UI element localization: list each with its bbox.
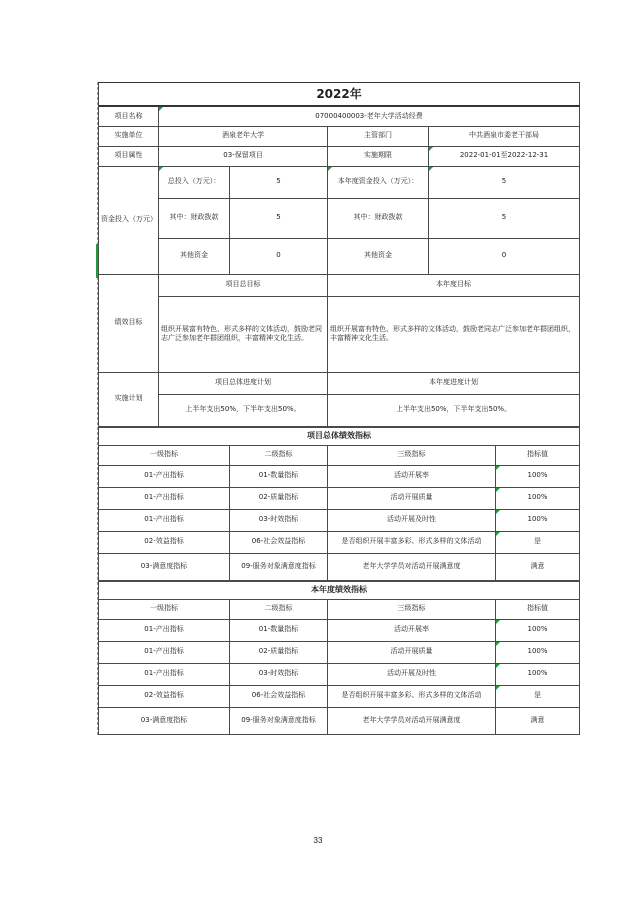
period-label: 实施期限: [328, 146, 429, 166]
project-name-label: 项目名称: [99, 106, 159, 126]
value-cell: 100%: [496, 619, 580, 641]
value-cell: 100%: [496, 663, 580, 685]
attr-value: 03-保留项目: [159, 146, 328, 166]
level2-cell: 02-质量指标: [230, 641, 328, 663]
funds-other-value-2: 0: [429, 238, 580, 274]
level3-cell: 是否组织开展丰富多彩、形式多样的文体活动: [328, 531, 496, 553]
goals-label: 绩效目标: [99, 274, 159, 372]
overall-section-title: 项目总体绩效指标: [99, 427, 580, 445]
period-value: 2022-01-01至2022-12-31: [429, 146, 580, 166]
performance-sheet: [97, 82, 580, 735]
level1-cell: 01-产出指标: [99, 465, 230, 487]
level2-cell: 06-社会效益指标: [230, 531, 328, 553]
funds-fiscal-label-2: 其中：财政拨款: [328, 198, 429, 238]
level2-cell: 09-服务对象满意度指标: [230, 553, 328, 580]
header-value: 指标值: [496, 599, 580, 619]
table-row: [99, 509, 580, 531]
dept-value: 中共酒泉市委老干部局: [429, 126, 580, 146]
impl-unit-value: 酒泉老年大学: [159, 126, 328, 146]
table-row: [99, 663, 580, 685]
overall-indicators-table: [98, 427, 580, 581]
level1-cell: 01-产出指标: [99, 487, 230, 509]
year-title: 2022年: [99, 83, 580, 107]
plan-year-header: 本年度进度计划: [328, 372, 580, 394]
impl-unit-label: 实施单位: [99, 126, 159, 146]
goals-year-header: 本年度目标: [328, 274, 580, 296]
header-level3: 三级指标: [328, 445, 496, 465]
plan-total-header: 项目总体进度计划: [159, 372, 328, 394]
level3-cell: 活动开展率: [328, 619, 496, 641]
level2-cell: 06-社会效益指标: [230, 685, 328, 707]
project-name-value: 07000400003-老年大学活动经费: [159, 106, 580, 126]
table-row: [99, 707, 580, 734]
value-cell: 满意: [496, 553, 580, 580]
funds-total-label: 总投入（万元）：: [159, 166, 230, 198]
funds-fiscal-label: 其中：财政拨款: [159, 198, 230, 238]
goals-year-text: 组织开展富有特色、形式多样的文体活动，鼓励老同志广泛参加老年群团组织，丰富精神文化生活。: [328, 296, 580, 372]
funds-other-label: 其他资金: [159, 238, 230, 274]
header-value: 指标值: [496, 445, 580, 465]
dept-label: 主管部门: [328, 126, 429, 146]
header-level2: 二级指标: [230, 599, 328, 619]
value-cell: 100%: [496, 487, 580, 509]
level3-cell: 活动开展质量: [328, 641, 496, 663]
selection-marker: [96, 244, 98, 278]
goals-total-text: 组织开展富有特色、形式多样的文体活动，鼓励老同志广泛参加老年群团组织，丰富精神文化生活。: [159, 296, 328, 372]
funds-fiscal-value-2: 5: [429, 198, 580, 238]
level1-cell: 02-效益指标: [99, 685, 230, 707]
funds-other-label-2: 其他资金: [328, 238, 429, 274]
page-number: 33: [313, 836, 323, 845]
header-level1: 一级指标: [99, 599, 230, 619]
level1-cell: 01-产出指标: [99, 509, 230, 531]
level1-cell: 03-满意度指标: [99, 553, 230, 580]
level2-cell: 09-服务对象满意度指标: [230, 707, 328, 734]
table-row: [99, 487, 580, 509]
value-cell: 100%: [496, 641, 580, 663]
table-row: [99, 641, 580, 663]
year-indicators-table: [98, 581, 580, 735]
plan-total-text: 上半年支出50%，下半年支出50%。: [159, 394, 328, 426]
table-row: [99, 465, 580, 487]
table-row: [99, 619, 580, 641]
level1-cell: 01-产出指标: [99, 641, 230, 663]
header-level1: 一级指标: [99, 445, 230, 465]
level3-cell: 活动开展及时性: [328, 509, 496, 531]
header-level2: 二级指标: [230, 445, 328, 465]
level1-cell: 03-满意度指标: [99, 707, 230, 734]
level2-cell: 02-质量指标: [230, 487, 328, 509]
level1-cell: 01-产出指标: [99, 619, 230, 641]
table-row: [99, 553, 580, 580]
level3-cell: 活动开展质量: [328, 487, 496, 509]
plan-year-text: 上半年支出50%，下半年支出50%。: [328, 394, 580, 426]
level3-cell: 是否组织开展丰富多彩、形式多样的文体活动: [328, 685, 496, 707]
value-cell: 是: [496, 685, 580, 707]
level2-cell: 03-时效指标: [230, 663, 328, 685]
level3-cell: 老年大学学员对活动开展满意度: [328, 707, 496, 734]
level3-cell: 老年大学学员对活动开展满意度: [328, 553, 496, 580]
funds-fiscal-value: 5: [230, 198, 328, 238]
level1-cell: 02-效益指标: [99, 531, 230, 553]
funds-year-value: 5: [429, 166, 580, 198]
table-row: [99, 531, 580, 553]
attr-label: 项目属性: [99, 146, 159, 166]
funds-total-value: 5: [230, 166, 328, 198]
level2-cell: 01-数量指标: [230, 465, 328, 487]
header-level3: 三级指标: [328, 599, 496, 619]
plan-label: 实施计划: [99, 372, 159, 426]
goals-total-header: 项目总目标: [159, 274, 328, 296]
level2-cell: 01-数量指标: [230, 619, 328, 641]
value-cell: 是: [496, 531, 580, 553]
value-cell: 100%: [496, 509, 580, 531]
value-cell: 100%: [496, 465, 580, 487]
year-section-title: 本年度绩效指标: [99, 581, 580, 599]
level3-cell: 活动开展及时性: [328, 663, 496, 685]
level1-cell: 01-产出指标: [99, 663, 230, 685]
project-info-table: [98, 82, 580, 427]
funds-other-value: 0: [230, 238, 328, 274]
value-cell: 满意: [496, 707, 580, 734]
table-row: [99, 685, 580, 707]
level2-cell: 03-时效指标: [230, 509, 328, 531]
funds-year-label: 本年度资金投入（万元）：: [328, 166, 429, 198]
level3-cell: 活动开展率: [328, 465, 496, 487]
funds-label: 资金投入（万元）: [99, 166, 159, 274]
